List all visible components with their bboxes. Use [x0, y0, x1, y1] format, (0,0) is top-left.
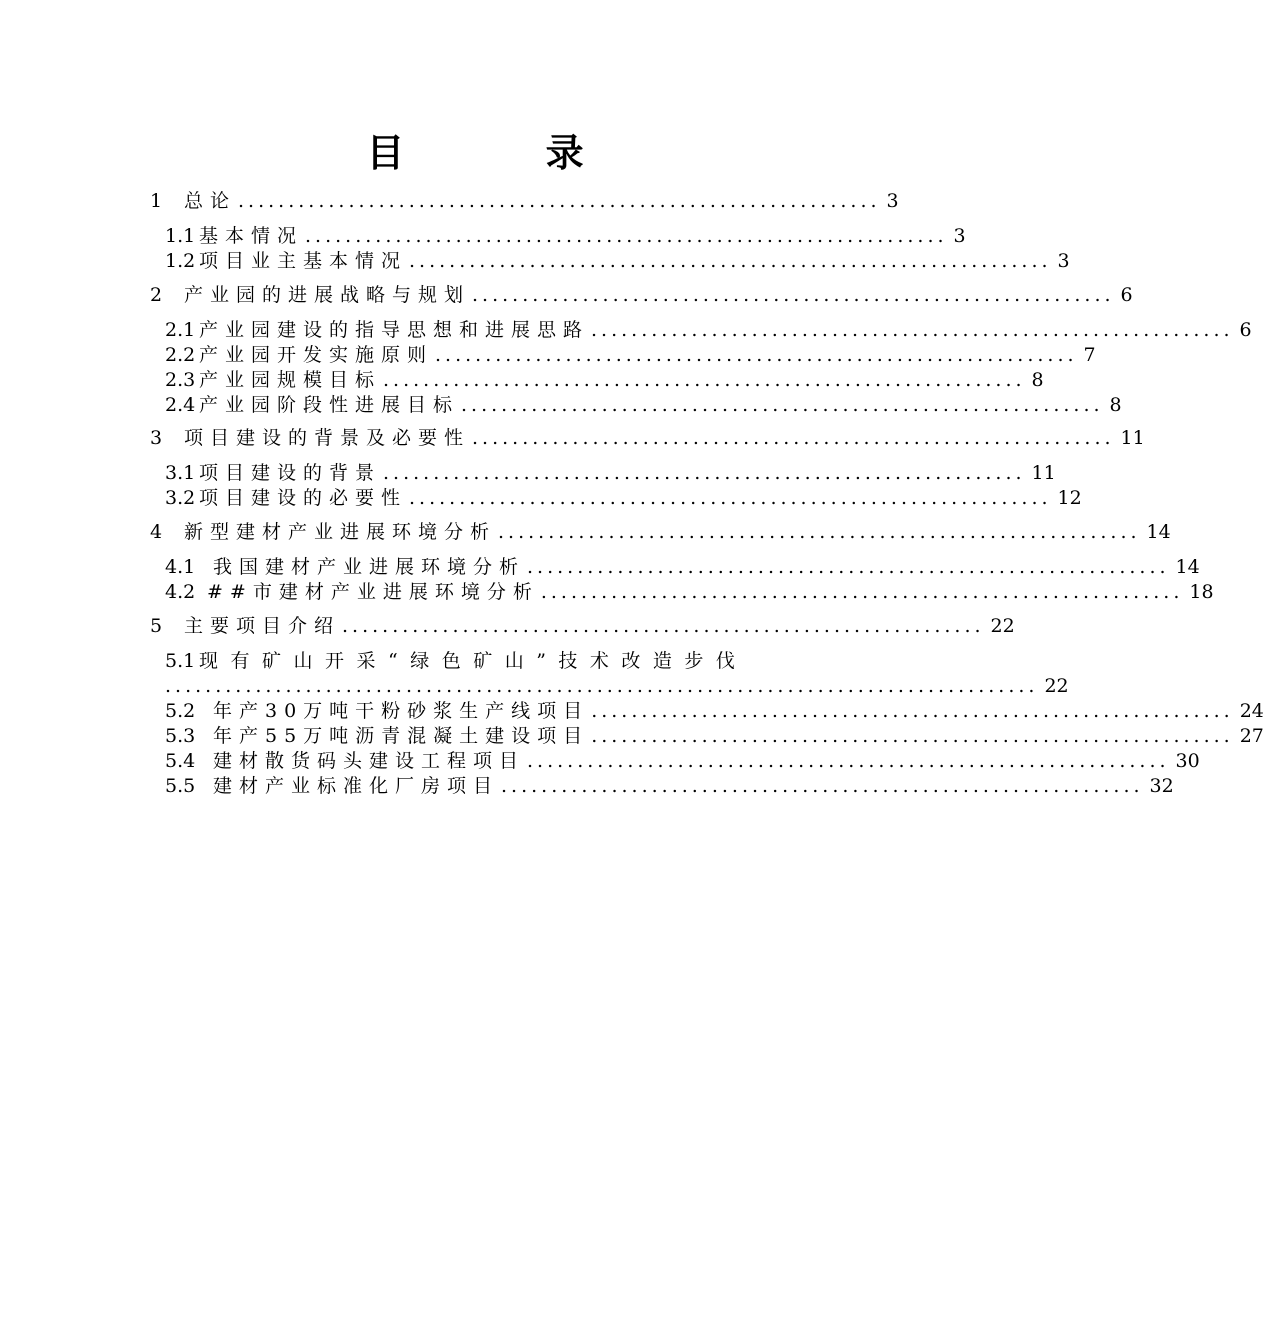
dot-leader: .......................................................................................	[165, 675, 1039, 697]
toc-entry-label: 建材散货码头建设工程项目	[213, 750, 526, 772]
toc-entry-label: 年产55万吨沥青混凝土建设项目	[213, 725, 590, 747]
toc-entry[interactable]	[165, 773, 1174, 799]
toc-entry-label: 新型建材产业进展环境分析	[184, 521, 497, 543]
toc-entry-number: 2.1	[165, 319, 196, 341]
dot-leader: ................................................................	[472, 427, 1115, 449]
toc-entry-page: 24	[1239, 700, 1264, 722]
dot-leader: ................................................................	[238, 190, 881, 212]
toc-entry[interactable]	[150, 519, 1171, 545]
toc-entry[interactable]	[165, 460, 1056, 486]
toc-entry-label: 项目建设的必要性	[199, 487, 408, 509]
toc-entry[interactable]	[165, 317, 1252, 343]
toc-entry-page: 7	[1083, 344, 1096, 366]
toc-entry-number: 2	[150, 284, 163, 306]
toc-entry-number: 3.1	[165, 462, 196, 484]
toc-entry[interactable]	[165, 748, 1200, 774]
toc-entry-page: 30	[1175, 750, 1200, 772]
toc-entry-page: 14	[1175, 556, 1200, 578]
toc-entry[interactable]	[165, 485, 1082, 511]
toc-entry-number: 3	[150, 427, 163, 449]
toc-entry-label: 项目建设的背景及必要性	[184, 427, 471, 449]
toc-entry-number: 5.2	[165, 700, 196, 722]
toc-entry[interactable]	[165, 392, 1122, 418]
toc-entry-label: ##市建材产业进展环境分析	[207, 581, 539, 603]
toc-entry-page: 6	[1239, 319, 1252, 341]
toc-entry-page: 18	[1189, 581, 1214, 603]
toc-entry-number: 1.1	[165, 225, 196, 247]
toc-entry-number: 4.1	[165, 556, 196, 578]
toc-entry-label: 我国建材产业进展环境分析	[213, 556, 526, 578]
toc-entry-page: 8	[1109, 394, 1122, 416]
dot-leader: ................................................................	[409, 487, 1052, 509]
toc-entry-label: 产业园规模目标	[199, 369, 382, 391]
toc-entry-label: 建材产业标准化厂房项目	[213, 775, 500, 797]
toc-entry-page: 8	[1031, 369, 1044, 391]
toc-entry[interactable]	[150, 425, 1145, 451]
toc-entry[interactable]	[165, 723, 1264, 749]
dot-leader: ................................................................	[383, 462, 1026, 484]
toc-entry-number: 2.4	[165, 394, 196, 416]
dot-leader: ................................................................	[591, 319, 1234, 341]
toc-entry-label: 项目建设的背景	[199, 462, 382, 484]
toc-entry-number: 4.2	[165, 581, 196, 603]
toc-entry-page: 12	[1057, 487, 1082, 509]
toc-entry-label: 主要项目介绍	[184, 615, 341, 637]
toc-entry-label: 产业园建设的指导思想和进展思路	[199, 319, 590, 341]
toc-entry-label: 产业园的进展战略与规划	[184, 284, 471, 306]
toc-entry-page: 3	[953, 225, 966, 247]
toc-entry-page: 3	[1057, 250, 1070, 272]
toc-entry[interactable]	[150, 188, 899, 214]
toc-entry-number: 1	[150, 190, 163, 212]
toc-entry-label: 总论	[184, 190, 237, 212]
toc-entry-page: 22	[990, 615, 1015, 637]
dot-leader: ................................................................	[305, 225, 948, 247]
toc-entry-number: 2.2	[165, 344, 196, 366]
toc-entry[interactable]	[165, 579, 1214, 605]
toc-entry-page: 32	[1149, 775, 1174, 797]
toc-entry-number: 2.3	[165, 369, 196, 391]
toc-entry-label: 基本情况	[199, 225, 304, 247]
dot-leader: ................................................................	[527, 750, 1170, 772]
toc-entry[interactable]	[165, 554, 1200, 580]
toc-entry-page: 27	[1239, 725, 1264, 747]
dot-leader: ................................................................	[591, 725, 1234, 747]
toc-entry-label: 产业园阶段性进展目标	[199, 394, 460, 416]
dot-leader: ................................................................	[591, 700, 1234, 722]
dot-leader: ................................................................	[501, 775, 1144, 797]
toc-entry-number: 5.4	[165, 750, 196, 772]
toc-entry-label: 现有矿山开采“绿色矿山”技术改造步伐	[199, 650, 748, 672]
toc-entry[interactable]	[165, 367, 1044, 393]
toc-entry-label: 项目业主基本情况	[199, 250, 408, 272]
dot-leader: ................................................................	[461, 394, 1104, 416]
toc-entry-label: 年产30万吨干粉砂浆生产线项目	[213, 700, 590, 722]
toc-entry-continuation[interactable]	[165, 673, 1069, 699]
toc-entry-page: 22	[1044, 675, 1069, 697]
toc-entry-number: 5.5	[165, 775, 196, 797]
dot-leader: ................................................................	[342, 615, 985, 637]
dot-leader: ................................................................	[435, 344, 1078, 366]
toc-entry-label: 产业园开发实施原则	[199, 344, 434, 366]
toc-entry[interactable]	[165, 223, 966, 249]
toc-entry-number: 5	[150, 615, 163, 637]
toc-entry[interactable]	[165, 648, 795, 674]
toc-entry-page: 6	[1120, 284, 1133, 306]
dot-leader: ................................................................	[540, 581, 1184, 603]
toc-entry-number: 3.2	[165, 487, 196, 509]
dot-leader: ................................................................	[383, 369, 1026, 391]
toc-entry-page: 11	[1031, 462, 1056, 484]
toc-entry-number: 5.1	[165, 650, 196, 672]
toc-entry[interactable]	[165, 248, 1070, 274]
dot-leader: ................................................................	[409, 250, 1052, 272]
toc-entry-number: 4	[150, 521, 163, 543]
dot-leader: ................................................................	[472, 284, 1115, 306]
toc-entry[interactable]	[165, 698, 1264, 724]
toc-title: 目 录	[366, 130, 648, 175]
toc-entry-number: 1.2	[165, 250, 196, 272]
toc-entry-page: 11	[1120, 427, 1145, 449]
toc-entry-page: 14	[1146, 521, 1171, 543]
dot-leader: ................................................................	[498, 521, 1141, 543]
toc-entry[interactable]	[150, 613, 1015, 639]
toc-entry-number: 5.3	[165, 725, 196, 747]
dot-leader: ................................................................	[527, 556, 1170, 578]
toc-entry[interactable]	[165, 342, 1096, 368]
toc-entry[interactable]	[150, 282, 1133, 308]
toc-entry-page: 3	[886, 190, 899, 212]
